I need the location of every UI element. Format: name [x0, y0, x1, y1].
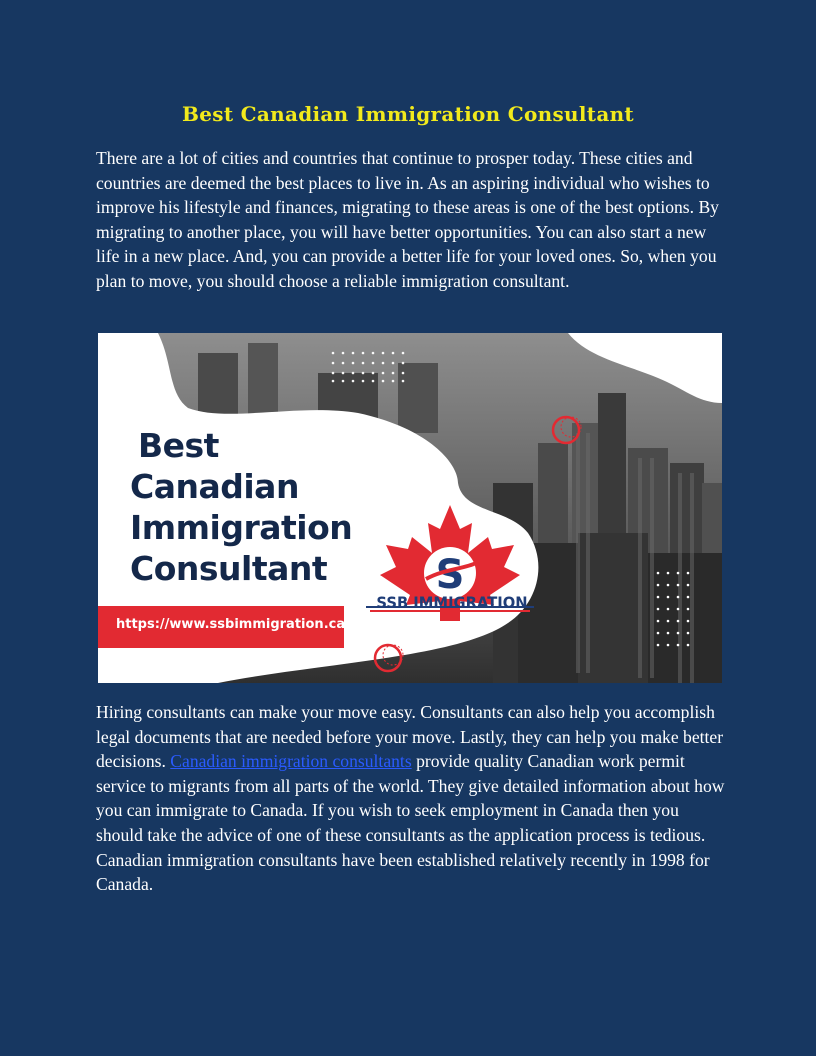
url-badge	[98, 606, 350, 648]
body-text-end: provide quality Canadian work permit service to migrants from all parts of the world. They give detailed information about how you can immigrate to Canada. If you wish to seek employment in Canada then you should take the advice of one of these consultants as the application process is tedious. Canadian immigration consultants have been established relatively recently in 1998 for Canada.	[96, 751, 725, 895]
banner-headline-line: Consultant	[130, 549, 328, 588]
intro-paragraph: There are a lot of cities and countries that continue to prosper today. These cities and countries are deemed the best places to live in. As an aspiring individual who wishes to improve his lifestyle and finances, migrating to these areas is one of the best options. By migrating to another place, you will have better opportunities. You can also start a new life in a new place. And, you can provide a better life for your loved ones. So, when you plan to move, you should choose a reliable immigration consultant.	[96, 148, 719, 291]
banner-headline-line: Immigration	[130, 508, 353, 547]
body-paragraph	[96, 700, 726, 897]
logo-text: SSB IMMIGRATION	[376, 593, 528, 612]
page-title: Best Canadian Immigration Consultant	[182, 102, 634, 126]
svg-text:S: S	[435, 552, 465, 598]
url-text: https://www.ssbimmigration.ca/	[116, 617, 350, 632]
banner-headline	[130, 425, 352, 589]
banner-headline-line: Best	[138, 426, 219, 465]
banner-headline-line: Canadian	[130, 467, 299, 506]
banner-image	[98, 333, 722, 683]
body-text-start: Hiring consultants can make your move easy. Consultants can also help you accomplish legal documents that are needed before your move. Lastly, they can help you make better decisions.	[96, 702, 724, 772]
canadian-immigration-consultants-link[interactable]: Canadian immigration consultants	[170, 751, 412, 772]
